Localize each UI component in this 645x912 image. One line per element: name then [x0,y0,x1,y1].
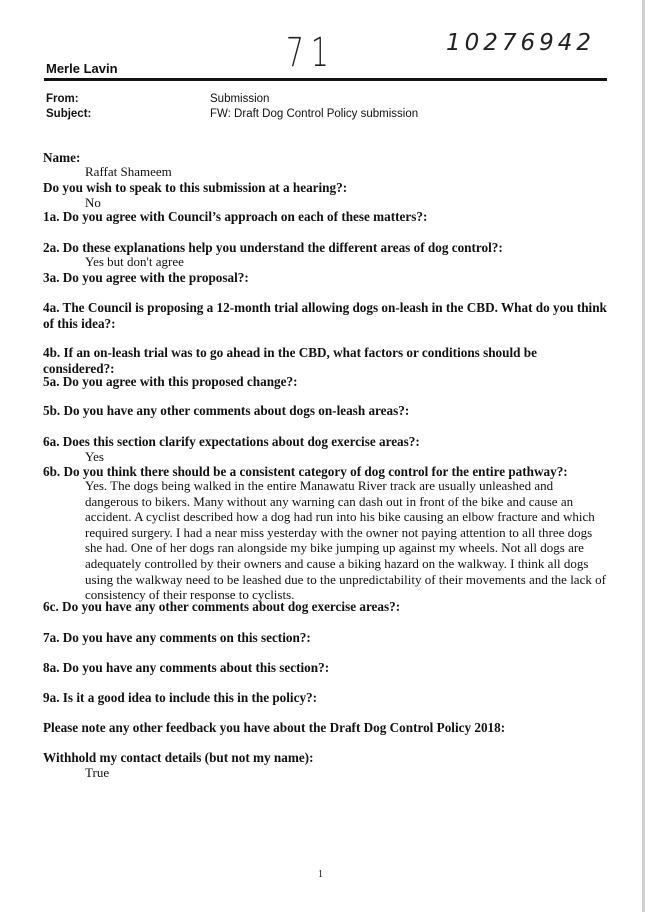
from-label: From: [46,93,79,105]
page-number: 1 [318,869,323,880]
answer-hearing: No [85,195,101,210]
question-feedback: Please note any other feedback you have about the Draft Dog Control Policy 2018: [43,720,506,735]
question-5a: 5a. Do you agree with this proposed change?: [43,374,298,389]
answer-6b: Yes. The dogs being walked in the entire Manawatu River track are usually unleashed and dangerous to bikers. Many without any warning can dash out in front of the bike and cause an accident. A cyclist described how a dog had run into his bike causing an elbow fracture and which required surgery. I had a near miss yesterday with the owner not paying attention to all three dogs she had. One of her dogs ran alongside my bike jumping up against my wheels. Not all dogs are adequately controlled by their owners and cause a biking hazard on the walkway. I think all dogs using the walkway need to be leashed due to the unpredictability of their movements and the lack of consistency of their response to cyclists. [85,478,606,603]
subject-label: Subject: [46,108,92,120]
question-name: Name: [43,150,81,165]
question-5b: 5b. Do you have any other comments about dogs on-leash areas?: [43,403,410,418]
question-4b: 4b. If an on-leash trial was to go ahead in the CBD, what factors or conditions should be considered?: [43,345,537,376]
question-8a: 8a. Do you have any comments about this section?: [43,660,330,675]
question-withhold: Withhold my contact details (but not my name): [43,750,314,765]
question-6c: 6c. Do you have any other comments about dog exercise areas?: [43,599,401,614]
from-value: Submission [210,93,270,105]
handwritten-reference-id: 10276942 [446,30,596,56]
answer-6a: Yes [85,449,104,464]
sender-name: Merle Lavin [46,61,118,76]
question-4a: 4a. The Council is proposing a 12-month trial allowing dogs on-leash in the CBD. What do you think of this idea?: [43,300,607,331]
subject-value: FW: Draft Dog Control Policy submission [210,108,419,120]
question-9a: 9a. Is it a good idea to include this in the policy?: [43,690,318,705]
answer-name: Raffat Shameem [85,164,172,179]
question-2a: 2a. Do these explanations help you understand the different areas of dog control?: [43,240,503,255]
question-1a: 1a. Do you agree with Council’s approach on each of these matters?: [43,209,428,224]
answer-withhold: True [85,765,110,780]
question-6b: 6b. Do you think there should be a consistent category of dog control for the entire pathway?: [43,464,568,479]
answer-2a: Yes but don't agree [85,254,184,269]
question-6a: 6a. Does this section clarify expectations about dog exercise areas?: [43,434,420,449]
question-3a: 3a. Do you agree with the proposal?: [43,270,249,285]
question-hearing: Do you wish to speak to this submission at a hearing?: [43,180,348,195]
header-divider [44,78,607,81]
handwritten-page-number: 71 [286,30,336,76]
question-7a: 7a. Do you have any comments on this section?: [43,630,311,645]
